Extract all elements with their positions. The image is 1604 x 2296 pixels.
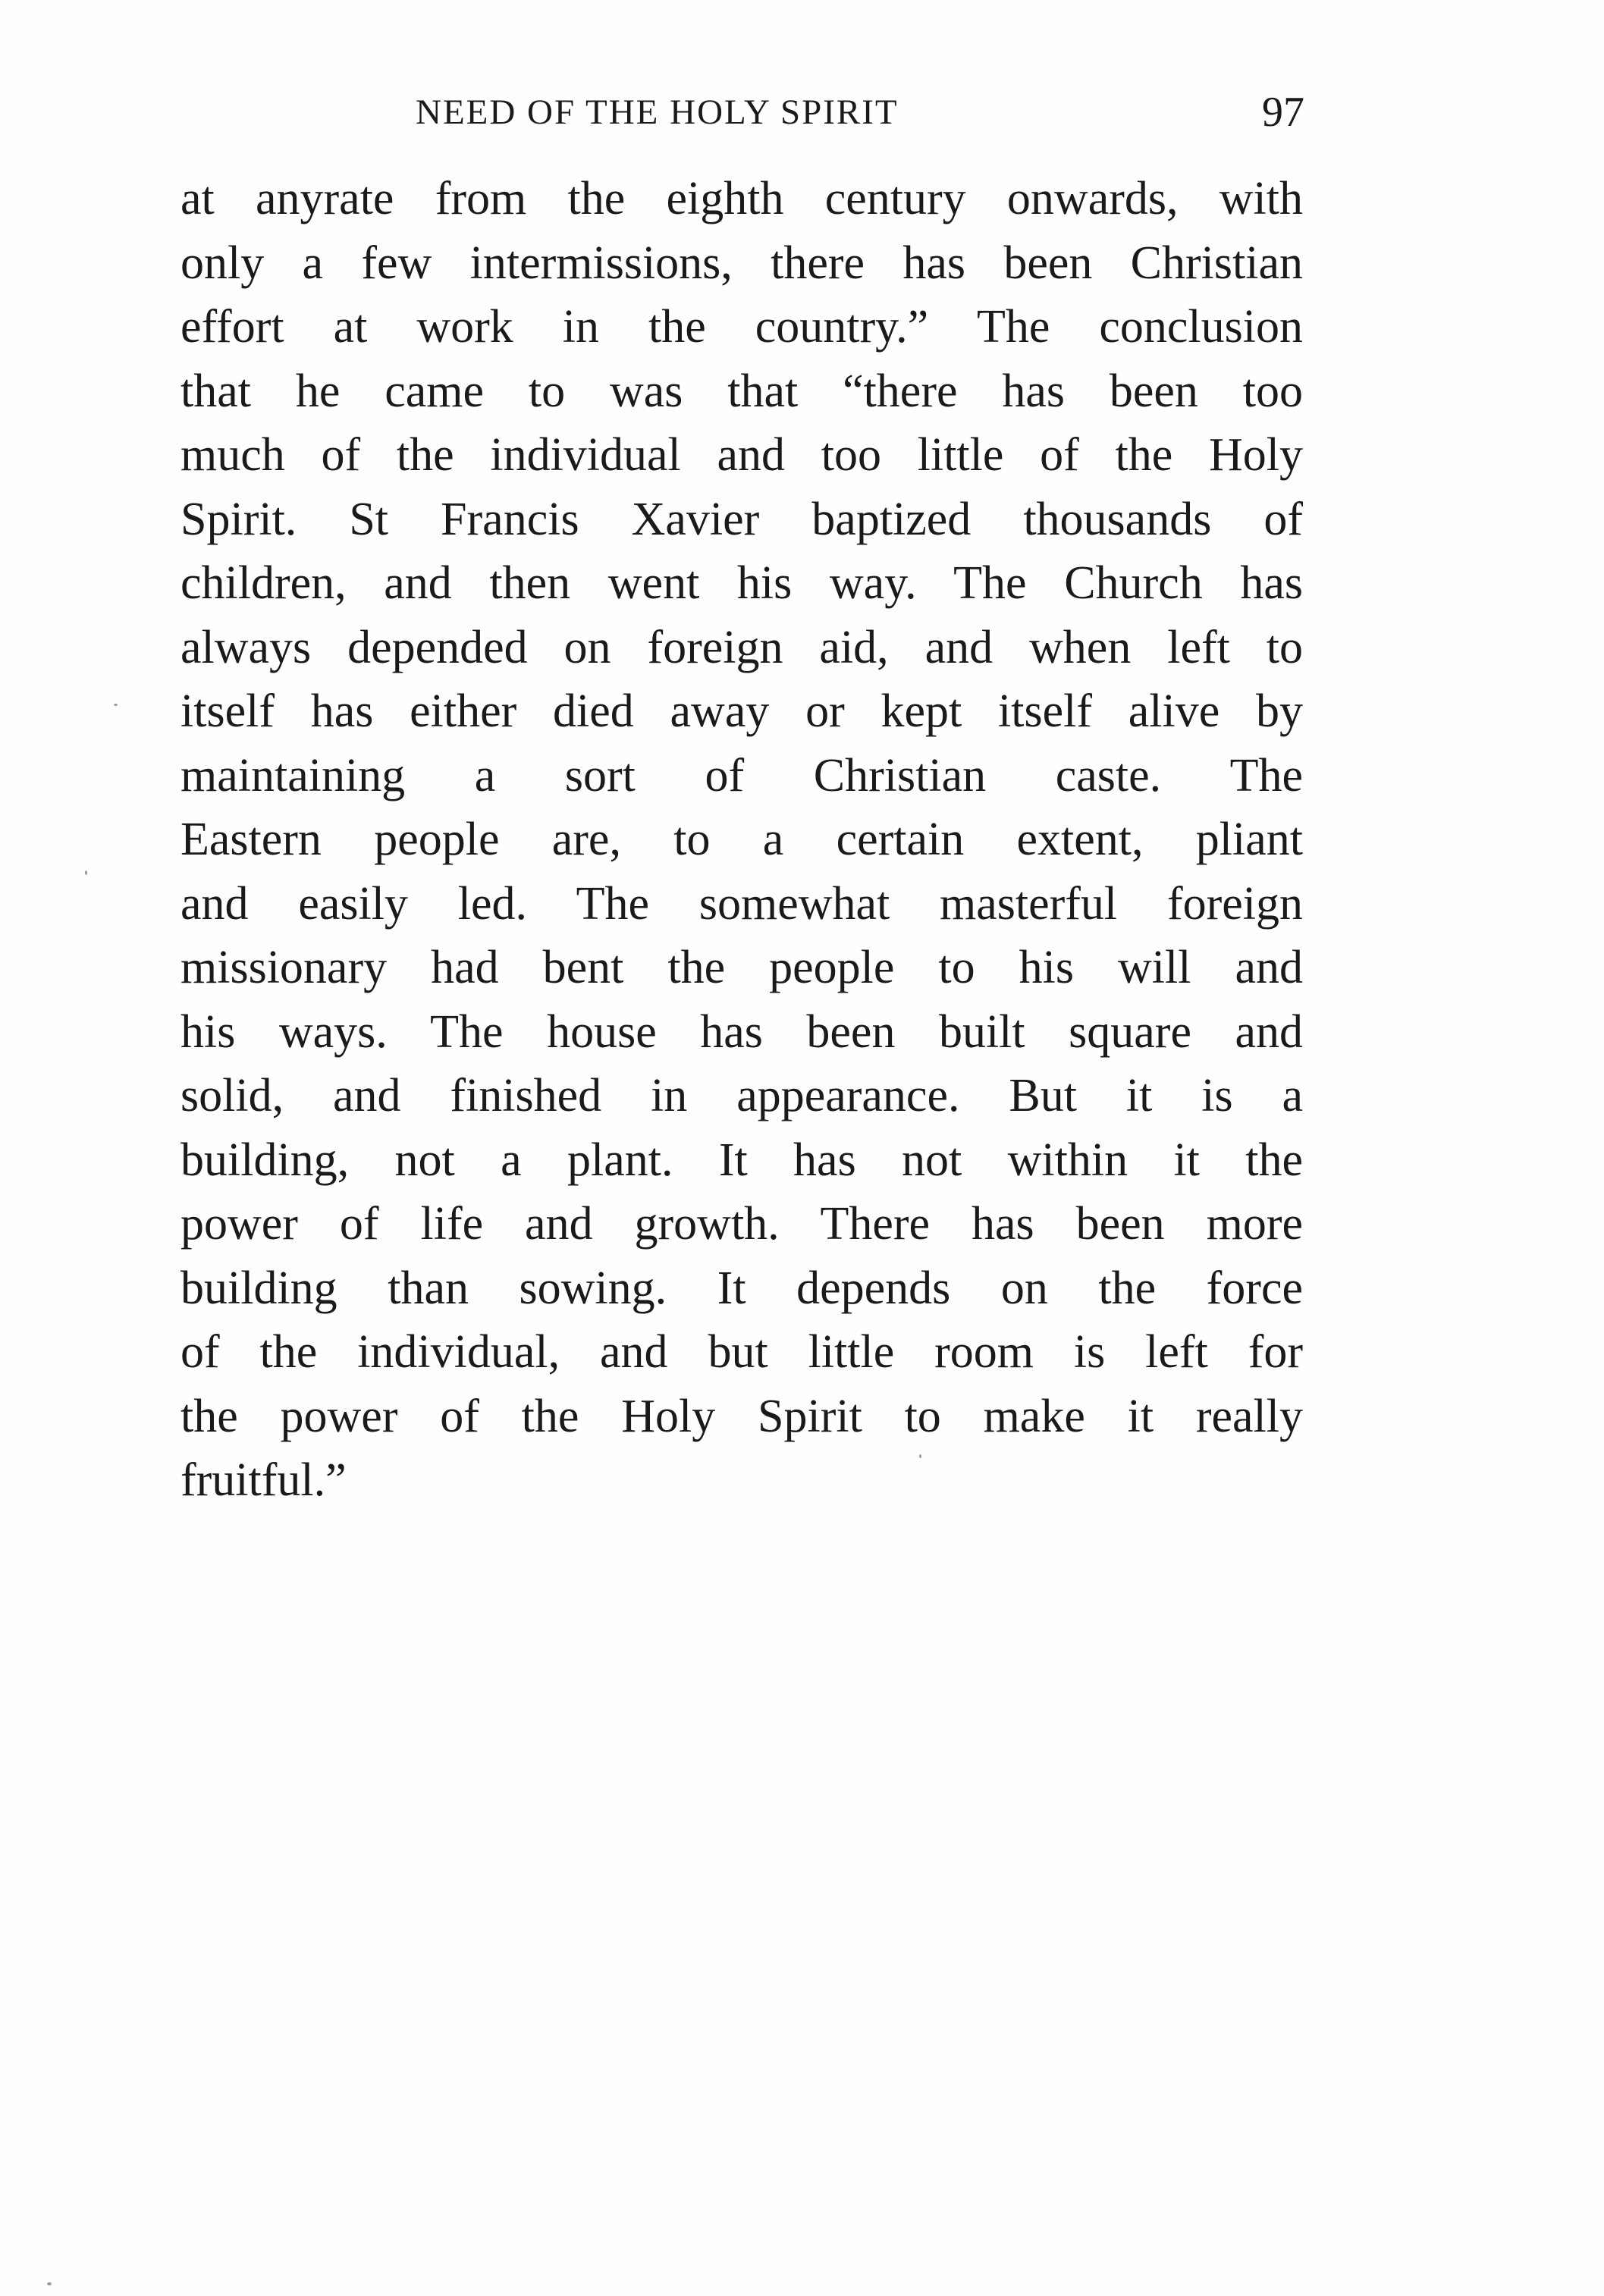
text-line: Eastern people are, to a certain extent, pliant [180,814,1303,865]
text-line: solid, and finished in appearance. But it is a [180,1070,1303,1121]
text-line: building, not a plant. It has not within it the [180,1134,1303,1186]
page-number: 97 [1262,89,1304,136]
text-line: and easily led. The somewhat masterful foreign [180,877,1303,930]
paper-speck [47,2282,52,2285]
text-line: his ways. The house has been built square and [180,1005,1303,1058]
text-line: itself has either died away or kept itself alive by [180,685,1303,737]
paper-speck [85,870,87,875]
text-line: missionary had bent the people to his will and [180,942,1303,993]
text-line: always depended on foreign aid, and when left to [180,621,1303,673]
text-line: only a few intermissions, there has been Christian [180,237,1303,289]
text-line: of the individual, and but little room is left for [180,1326,1303,1378]
text-line: children, and then went his way. The Church has [180,557,1303,609]
paper-speck [114,704,118,706]
text-line: power of life and growth. There has been more [180,1198,1303,1250]
body-text [180,167,1303,1513]
text-line: the power of the Holy Spirit to make it really [180,1390,1303,1442]
text-line: effort at work in the country.” The conclusion [180,301,1303,353]
text-line-last: fruitful.” [180,1454,347,1506]
text-line: Spirit. St Francis Xavier baptized thousands of [180,493,1303,545]
text-line: at anyrate from the eighth century onwards, with [180,173,1303,224]
text-line: much of the individual and too little of the Holy [180,429,1303,481]
running-head [182,82,1304,143]
text-line: that he came to was that “there has been too [180,365,1303,417]
text-line: maintaining a sort of Christian caste. The [180,749,1303,801]
text-line: building than sowing. It depends on the force [180,1262,1303,1314]
running-title: NEED OF THE HOLY SPIRIT [416,93,899,132]
paper-speck [919,1454,921,1458]
